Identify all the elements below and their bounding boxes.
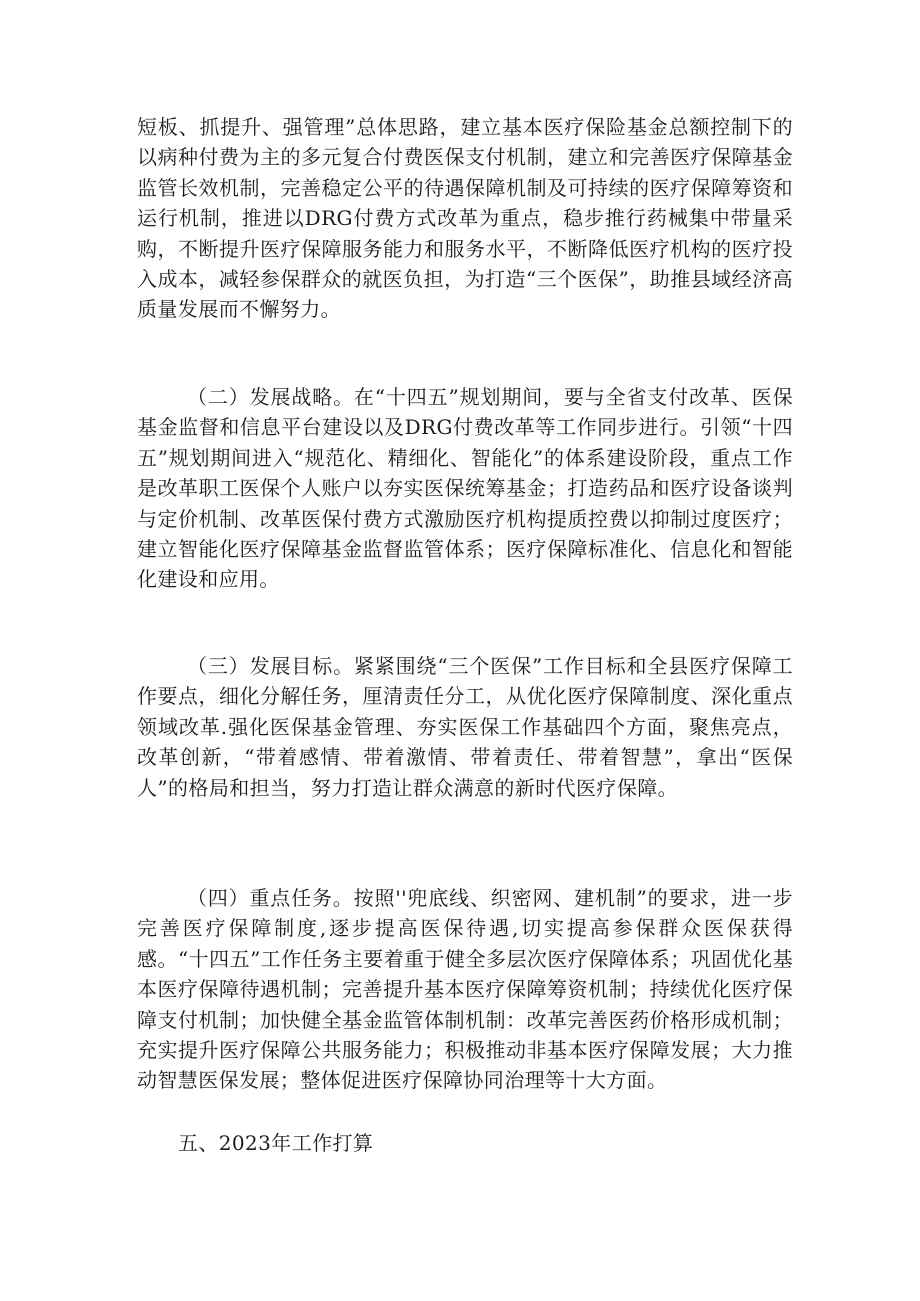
paragraph-development-strategy: （二）发展战略。在“十四五”规划期间，要与全省支付改革、医保基金监督和信息平台建设以及DRG付费改革等工作同步进行。引领“十四五”规划期间进入“规范化、精细化、智能化”的体系建设阶段，重点工作是改革职工医保个人账户以夯实医保统筹基金；打造药品和医疗设备谈判与定价机制、改革医保付费方式激励医疗机构提质控费以抑制过度医疗；建立智能化医疗保障基金监督监管体系；医疗保障标准化、信息化和智能化建设和应用。	[137, 385, 793, 592]
section-heading: 五、2023年工作打算	[178, 1131, 374, 1155]
paragraph-key-tasks: （四）重点任务。按照''兜底线、织密网、建机制”的要求，进一步完善医疗保障制度,逐步提高医保待遇,切实提高参保群众医保获得感。“十四五”工作任务主要着重于健全多层次医疗保障体系；巩固优化基本医疗保障待遇机制；完善提升基本医疗保障筹资机制；持续优化医疗保障支付机制；加快健全基金监管体制机制：改革完善医药价格形成机制；充实提升医疗保障公共服务能力；积极推动非基本医疗保障发展；大力推动智慧医保发展；整体促进医疗保障协同治理等十大方面。	[137, 886, 793, 1093]
paragraph-overall-approach: 短板、抓提升、强管理”总体思路，建立基本医疗保险基金总额控制下的以病种付费为主的多元复合付费医保支付机制，建立和完善医疗保障基金监管长效机制，完善稳定公平的待遇保障机制及可持续的医疗保障筹资和运行机制，推进以DRG付费方式改革为重点，稳步推行药械集中带量采购，不断提升医疗保障服务能力和服务水平，不断降低医疗机构的医疗投入成本，减轻参保群众的就医负担，为打造“三个医保”，助推县域经济高质量发展而不懈努力。	[137, 115, 793, 322]
paragraph-development-goals: （三）发展目标。紧紧围绕“三个医保”工作目标和全县医疗保障工作要点，细化分解任务，厘清责任分工，从优化医疗保障制度、深化重点领域改革.强化医保基金管理、夯实医保工作基础四个方面，聚焦亮点，改革创新，“带着感情、带着激情、带着责任、带着智慧”，拿出“医保人”的格局和担当，努力打造让群众满意的新时代医疗保障。	[137, 654, 793, 800]
